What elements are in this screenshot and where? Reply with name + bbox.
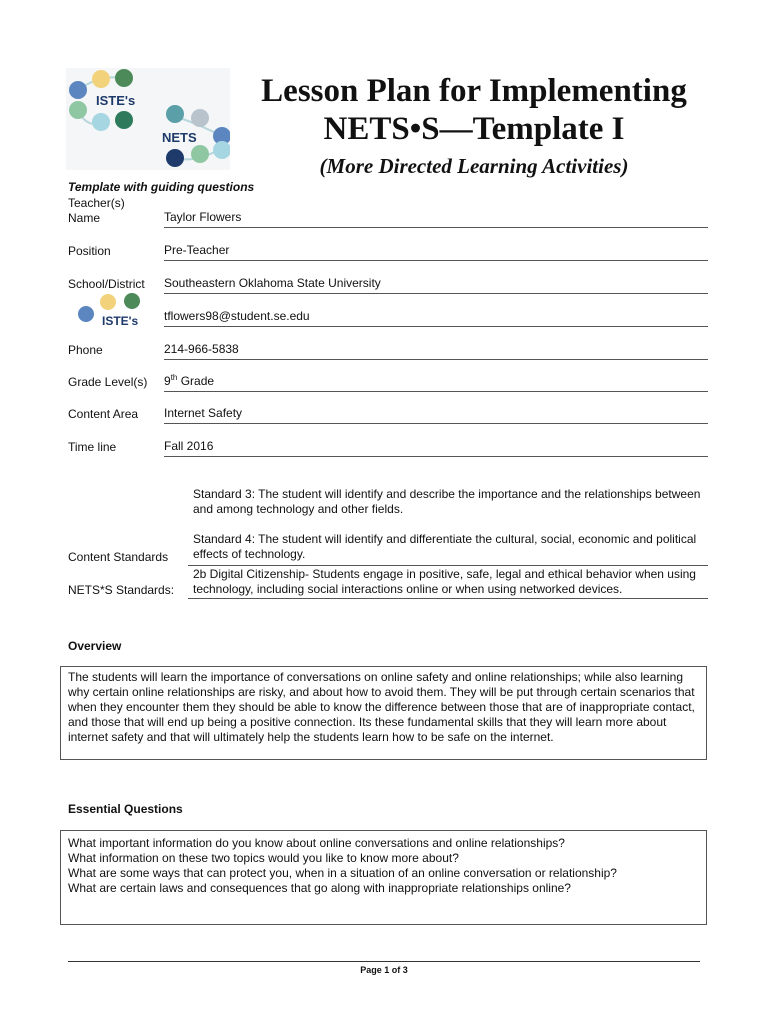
phone-label: Phone: [68, 343, 103, 357]
iste-nets-logo: [66, 68, 230, 170]
grade-field[interactable]: 9th Grade: [164, 374, 708, 392]
timeline-field[interactable]: Fall 2016: [164, 439, 708, 457]
teacher-row: [68, 196, 708, 228]
page-subtitle: (More Directed Learning Activities): [319, 154, 629, 178]
standard-3-text: Standard 3: The student will identify and describe the importance and the relationships between and among technology and other fields.: [193, 487, 701, 516]
question-item: What are certain laws and consequences that go along with inappropriate relationships online?: [68, 881, 571, 895]
content-standards-label: Content Standards: [68, 550, 169, 564]
email-field[interactable]: tflowers98@student.se.edu: [164, 309, 708, 327]
overview-box[interactable]: [60, 666, 707, 760]
school-row: [68, 273, 708, 294]
nets-standards-underline: [188, 598, 708, 599]
position-row: [68, 240, 708, 261]
standard-4-text: Standard 4: The student will identify and differentiate the cultural, social, economic and political effects of technology.: [193, 532, 697, 561]
page-title-line-1: Lesson Plan for Implementing: [261, 73, 687, 109]
question-item: What information on these two topics would you like to know more about?: [68, 851, 459, 865]
title-block: [240, 72, 708, 180]
standards-divider: [188, 565, 708, 566]
timeline-label: Time line: [68, 440, 117, 454]
teacher-name-field[interactable]: Taylor Flowers: [164, 210, 708, 228]
essential-questions-box[interactable]: [60, 830, 707, 925]
overview-heading: Overview: [68, 639, 122, 653]
footer-divider: [68, 961, 700, 962]
school-label: School/District: [68, 277, 145, 291]
page-number: Page 1 of 3: [360, 965, 408, 975]
nets-standards-label: NETS*S Standards:: [68, 583, 175, 597]
question-item: What important information do you know about online conversations and online relationships?: [68, 836, 565, 850]
email-row: [68, 306, 708, 327]
iste-nets-logo-graphic: [66, 68, 230, 170]
school-field[interactable]: Southeastern Oklahoma State University: [164, 276, 708, 294]
question-item: What are some ways that can protect you, when in a situation of an online conversation or relationship?: [68, 866, 617, 880]
essential-questions-heading: Essential Questions: [68, 802, 183, 816]
content-area-row: [68, 403, 708, 424]
svg-text:NETS: NETS: [162, 130, 197, 145]
nets-standards-text[interactable]: 2b Digital Citizenship- Students engage in positive, safe, legal and ethical behavior when using technology, including social interactions online or when using networked devices.: [193, 567, 696, 596]
content-area-field[interactable]: Internet Safety: [164, 406, 708, 424]
svg-text:ISTE's: ISTE's: [102, 314, 139, 328]
position-field[interactable]: Pre-Teacher: [164, 243, 708, 261]
content-area-label: Content Area: [68, 407, 139, 421]
page-title-line-2: NETS•S—Template I: [323, 111, 625, 147]
phone-row: [68, 339, 708, 360]
grade-label: Grade Level(s): [68, 375, 148, 389]
grade-row: [68, 371, 708, 392]
timeline-row: [68, 436, 708, 457]
overview-text: The students will learn the importance of conversations on online safety and online relationships; while also learning why certain online relationships are risky, and about how to avoid them. They will be put through certain scenarios that when they encounter them they should be able to know the difference between those that are of inappropriate contact, and those that will end up being a positive connection. Its these fundamental skills that they will learn more about internet safety and that will ultimately help the students learn how to be safe on the internet.: [68, 670, 695, 744]
svg-text:ISTE's: ISTE's: [96, 93, 136, 108]
position-label: Position: [68, 244, 111, 258]
phone-field[interactable]: 214-966-5838: [164, 342, 708, 360]
teacher-label: Teacher(s) Name: [68, 196, 125, 225]
guide-label: Template with guiding questions: [68, 180, 255, 194]
